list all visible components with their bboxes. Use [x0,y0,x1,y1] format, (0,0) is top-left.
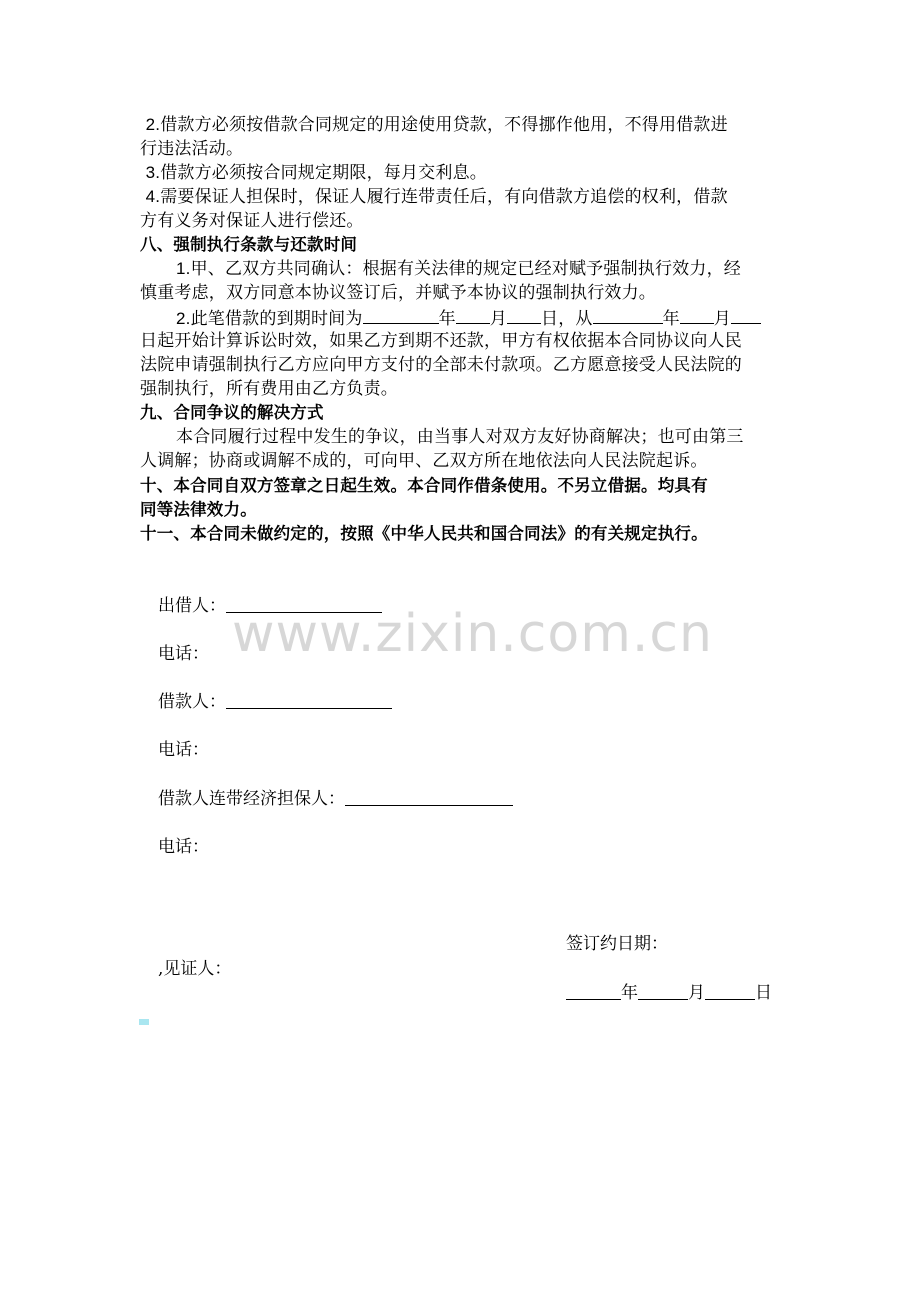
highlight-mark [139,1019,149,1025]
section-10-line-1: 十、本合同自双方签章之日起生效。本合同作借条使用。不另立借据。均具有 [140,476,708,495]
clause-text: 借款方必须按借款合同规定的用途使用贷款，不得挪作他用，不得用借款进 [160,115,728,135]
clause-2-line-2: 行违法活动。 [140,139,244,159]
month-label: 月 [713,309,731,329]
date-day-line[interactable] [705,981,755,1000]
clause-text: 此笔借款的到期时间为 [190,309,363,329]
section-9-line-1: 本合同履行过程中发生的争议，由当事人对双方友好协商解决；也可由第三 [176,427,744,447]
month-label: 月 [489,309,507,329]
clause-3 [140,161,785,185]
lender-signature-line[interactable] [226,594,382,613]
watermark: www.zixin.com.cn [232,604,713,664]
section-8-p2-line-2: 日起开始计算诉讼时效，如果乙方到期不还款，甲方有权依据本合同协议向人民 [140,331,742,351]
year-label: 年 [662,309,680,329]
lender-signature [158,594,382,618]
year-label: 年 [438,309,456,329]
borrower-signature [158,690,392,714]
clause-number: 3. [145,163,161,182]
clause-number: 2. [176,309,191,328]
section-9-heading: 九、合同争议的解决方式 [140,403,324,422]
guarantor-signature-line[interactable] [345,787,513,806]
sign-date-fields [566,981,772,1005]
date-month-line[interactable] [638,981,688,1000]
witness-label: ,见证人： [158,959,232,979]
month-label: 月 [688,983,705,1003]
clause-4-line-2: 方有义务对保证人进行偿还。 [140,211,364,231]
section-8-p2-line-1 [140,305,785,331]
clause-number: 2. [145,115,161,134]
section-8-p1-line-1 [140,257,785,281]
day-label: 日 [755,983,772,1003]
blank-year[interactable] [363,305,439,324]
clause-number: 1. [176,259,191,278]
blank-day[interactable] [507,305,541,324]
section-11: 十一、本合同未做约定的，按照《中华人民共和国合同法》的有关规定执行。 [140,524,708,543]
sign-date-label: 签订约日期： [566,934,668,954]
clause-2-line-1 [140,113,785,137]
section-8-heading: 八、强制执行条款与还款时间 [140,235,358,254]
clause-4-line-1 [140,185,785,209]
section-8-p2-line-4: 强制执行，所有费用由乙方负责。 [140,379,398,399]
year-label: 年 [621,983,638,1003]
clause-number: 4. [145,187,161,206]
section-8-p1-line-2: 慎重考虑，双方同意本协议签订后，并赋予本协议的强制执行效力。 [140,283,656,303]
section-9-line-2: 人调解；协商或调解不成的，可向甲、乙双方所在地依法向人民法院起诉。 [140,451,708,471]
blank-start-month[interactable] [680,305,714,324]
from-label: ，从 [558,309,593,329]
guarantor-phone: 电话： [158,837,209,857]
borrower-signature-line[interactable] [226,690,392,709]
lender-phone: 电话： [158,644,209,664]
section-10-line-2: 同等法律效力。 [140,500,257,519]
guarantor-signature [158,787,513,811]
blank-start-year[interactable] [593,305,663,324]
day-label: 日 [540,309,559,329]
guarantor-label: 借款人连带经济担保人： [158,789,345,809]
clause-text: 需要保证人担保时，保证人履行连带责任后，有向借款方追偿的权利，借款 [160,187,728,207]
borrower-phone: 电话： [158,740,209,760]
section-8-p2-line-3: 法院申请强制执行乙方应向甲方支付的全部未付款项。乙方愿意接受人民法院的 [140,355,742,375]
clause-text: 借款方必须按合同规定期限，每月交利息。 [160,163,487,183]
blank-month[interactable] [456,305,490,324]
date-year-line[interactable] [566,981,621,1000]
blank-start-day[interactable] [731,305,761,324]
clause-text: 甲、乙双方共同确认：根据有关法律的规定已经对赋予强制执行效力，经 [190,259,741,279]
lender-label: 出借人： [158,596,226,616]
borrower-label: 借款人： [158,692,226,712]
